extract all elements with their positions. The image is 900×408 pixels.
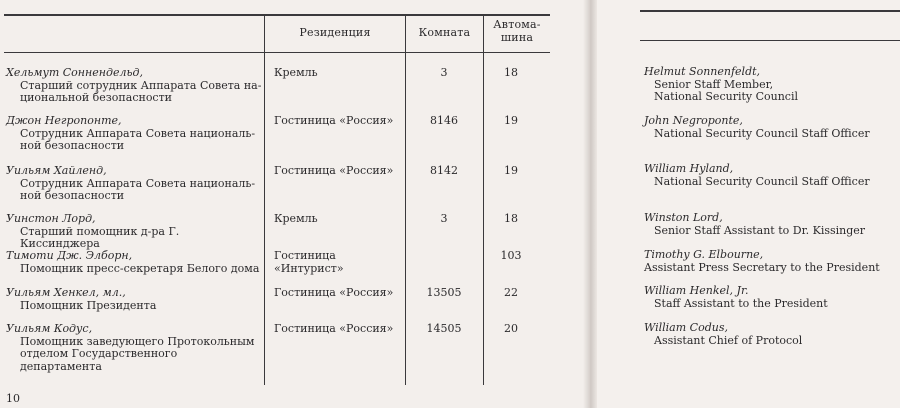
room-cell: 8146 xyxy=(430,114,458,127)
person-name: Уинстон Лорд, xyxy=(6,212,96,225)
person-role: National Security Council Staff Officer xyxy=(654,174,870,188)
header-residence: Резиденция xyxy=(299,26,371,39)
person-role: Senior Staff Assistant to Dr. Kissinger xyxy=(654,223,866,237)
list-item xyxy=(644,163,900,188)
table-header-rule xyxy=(4,52,550,53)
residence-cell: Гостиница «Россия» xyxy=(274,114,394,127)
room-cell: 3 xyxy=(440,66,448,79)
list-item xyxy=(644,66,900,104)
person-role: Старший помощник д-ра Г. Киссинджера xyxy=(20,224,180,250)
person-name: Helmut Sonnenfeldt, xyxy=(644,65,761,78)
room-cell: 8142 xyxy=(430,164,458,177)
person-name: John Negroponte, xyxy=(644,114,743,127)
person-name: Timothy G. Elbourne, xyxy=(644,248,764,261)
person-role: Assistant Chief of Protocol xyxy=(654,333,803,347)
person-name: William Hyland, xyxy=(644,162,734,175)
person-role: National Security Council Staff Officer xyxy=(654,126,870,140)
room-cell: 14505 xyxy=(426,322,462,335)
residence-cell: Гостиница «Россия» xyxy=(274,286,394,299)
person-role: Старший сотрудник Аппарата Совета на- циональной безопасности xyxy=(20,78,262,104)
person-role: Сотрудник Аппарата Совета националь- ной безопасности xyxy=(20,176,256,202)
car-cell: 103 xyxy=(500,249,522,262)
person-name: Уильям Кодус, xyxy=(6,322,93,335)
person-role: Assistant Press Secretary to the President xyxy=(644,260,880,274)
column-divider-room xyxy=(405,15,406,385)
car-cell: 19 xyxy=(504,114,518,127)
person-role: Помощник заведующего Протокольным отделом Государственного департамента xyxy=(20,334,255,373)
residence-cell: Кремль xyxy=(274,212,318,225)
car-cell: 18 xyxy=(504,66,518,79)
car-cell: 18 xyxy=(504,212,518,225)
list-item xyxy=(644,249,900,274)
person-name: William Codus, xyxy=(644,321,728,334)
header-room: Комната xyxy=(418,26,471,39)
person-role: Senior Staff Member, National Security Council xyxy=(654,77,799,103)
person-name: Winston Lord, xyxy=(644,211,723,224)
column-divider-residence xyxy=(264,15,265,385)
person-name: Уильям Хенкел, мл., xyxy=(6,286,126,299)
car-cell: 20 xyxy=(504,322,518,335)
person-role: Сотрудник Аппарата Совета националь- ной безопасности xyxy=(20,126,256,152)
room-cell: 13505 xyxy=(426,286,462,299)
list-item xyxy=(644,285,900,310)
list-item xyxy=(644,115,900,140)
person-name: Уильям Хайленд, xyxy=(6,164,107,177)
header-car: Автома- шина xyxy=(493,18,541,44)
person-name: Хельмут Cоннендельд, xyxy=(6,66,143,79)
car-cell: 19 xyxy=(504,164,518,177)
right-table-header-rule xyxy=(640,40,900,41)
person-name: Тимоти Дж. Элборн, xyxy=(6,249,133,262)
person-role: Staff Assistant to the President xyxy=(654,296,828,310)
list-item xyxy=(644,212,900,237)
book-gutter xyxy=(583,0,597,408)
car-cell: 22 xyxy=(504,286,518,299)
table-top-rule xyxy=(4,14,550,16)
right-page xyxy=(597,0,900,408)
room-cell: 3 xyxy=(440,212,448,225)
residence-cell: Гостиница «Россия» xyxy=(274,164,394,177)
page-number: 10 xyxy=(6,392,20,405)
person-name: William Henkel, Jr. xyxy=(644,284,749,297)
person-name: Джон Негропонте, xyxy=(6,114,122,127)
person-role: Помощник пресс-секретаря Белого дома xyxy=(20,261,260,275)
person-role: Помощник Президента xyxy=(20,298,157,312)
right-table-top-rule xyxy=(640,10,900,12)
list-item xyxy=(644,322,900,347)
residence-cell: Кремль xyxy=(274,66,318,79)
residence-cell: Гостиница «Россия» xyxy=(274,322,394,335)
residence-cell: Гостиница «Интурист» xyxy=(274,249,344,275)
